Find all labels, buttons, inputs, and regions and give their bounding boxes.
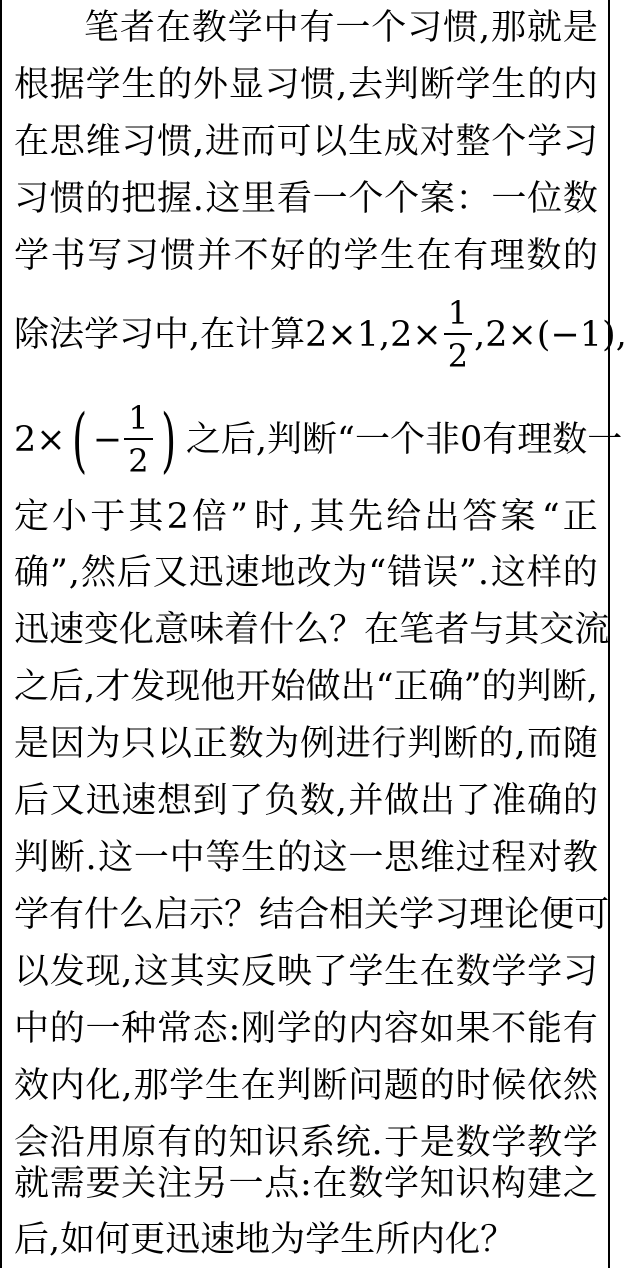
text-line-4: 习 惯 的 把 握 . 这 里 看 一 个 个 案 ： 一 位 数 xyxy=(14,179,598,219)
line6-suffix: ,2×(−1), xyxy=(474,315,627,355)
text-line-16: 以 发 现 , 这 其 实 反 映 了 学 生 在 数 学 学 习 xyxy=(14,952,598,992)
fraction-one-half xyxy=(444,293,472,377)
text-line-21: 后,如何更迅速地为学生所内化？ xyxy=(14,1220,516,1260)
fraction-denominator: 2 xyxy=(447,337,469,375)
text-line-18: 效 内 化 , 那 学 生 在 判 断 问 题 的 时 候 依 然 xyxy=(14,1066,598,1106)
text-line-6 xyxy=(14,294,627,375)
line7-suffix: 之后,判断“一个非0有理数一 xyxy=(185,420,623,460)
minus-sign: − xyxy=(92,420,123,460)
negative-half-group xyxy=(66,398,182,482)
text-line-13: 后 又 迅 速 想 到 了 负 数 , 并 做 出 了 准 确 的 xyxy=(14,781,598,821)
line7-prefix: 2× xyxy=(14,420,66,460)
text-line-14: 判 断 . 这 一 中 等 生 的 这 一 思 维 过 程 对 教 xyxy=(14,838,598,878)
text-line-20: 就 需 要 关 注 另 一 点 : 在 数 学 知 识 构 建 之 xyxy=(14,1164,598,1204)
text-line-17: 中 的 一 种 常 态 : 刚 学 的 内 容 如 果 不 能 有 xyxy=(14,1009,598,1049)
text-line-11: 之 后 , 才 发 现 他 开 始 做 出 “ 正 确 ” 的 判 断 , xyxy=(14,667,598,707)
text-line-8: 定 小 于 其 2 倍 ” 时 , 其 先 给 出 答 案 “ 正 xyxy=(14,497,598,537)
line6-prefix: 除法学习中,在计算2×1,2× xyxy=(14,315,442,355)
text-line-2: 根 据 学 生 的 外 显 习 惯 , 去 判 断 学 生 的 内 xyxy=(14,65,598,105)
text-line-19: 会 沿 用 原 有 的 知 识 系 统 . 于 是 数 学 教 学 xyxy=(14,1123,598,1163)
text-line-9: 确 ” , 然 后 又 迅 速 地 改 为 “ 错 误 ” . 这 样 的 xyxy=(14,553,598,593)
text-line-15: 学 有 什 么 启 示 ？ 结 合 相 关 学 习 理 论 便 可 xyxy=(14,895,610,935)
text-line-1: 笔 者 在 教 学 中 有 一 个 习 惯 , 那 就 是 xyxy=(84,8,598,48)
fraction-numerator: 1 xyxy=(444,293,472,335)
fraction-denominator: 2 xyxy=(128,442,149,480)
left-paren: ( xyxy=(71,399,87,481)
text-line-7 xyxy=(14,399,623,481)
text-line-5: 学 书 写 习 惯 并 不 好 的 学 生 在 有 理 数 的 xyxy=(14,236,598,276)
right-paren: ) xyxy=(160,399,176,481)
fraction-one-half-negative xyxy=(124,398,152,482)
text-line-12: 是 因 为 只 以 正 数 为 例 进 行 判 断 的 , 而 随 xyxy=(14,724,598,764)
fraction-numerator: 1 xyxy=(124,398,152,440)
text-line-10: 迅 速 变 化 意 味 着 什 么 ？ 在 笔 者 与 其 交 流 xyxy=(14,610,610,650)
text-line-3: 在 思 维 习 惯 , 进 而 可 以 生 成 对 整 个 学 习 xyxy=(14,122,598,162)
